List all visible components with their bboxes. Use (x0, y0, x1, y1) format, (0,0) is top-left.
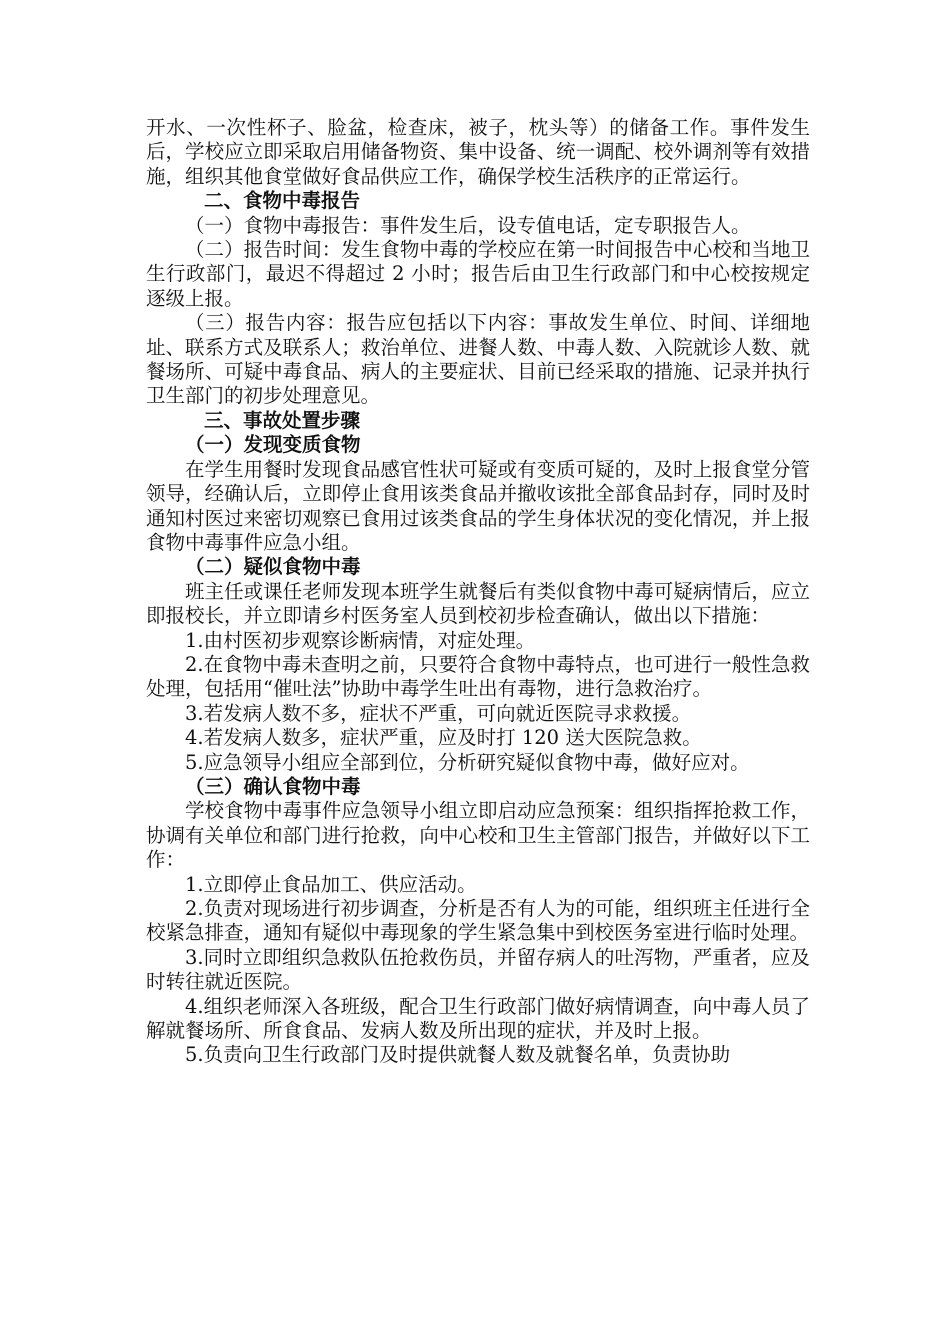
paragraph-preparation-continued: 开水、一次性杯子、脸盆，检查床，被子，枕头等）的储备工作。事件发生后，学校应立即采取启用储备物资、集中设备、统一调配、校外调剂等有效措施，组织其他食堂做好食品供应工作，确保学校生活秩序的正常运行。 (146, 116, 810, 188)
paragraph-report-setup: （一）食物中毒报告：事件发生后，设专值电话，定专职报告人。 (185, 213, 751, 237)
paragraph-confirmed-intro: 学校食物中毒事件应急领导小组立即启动应急预案：组织指挥抢救工作，协调有关单位和部门进行抢救，向中心校和卫生主管部门报告，并做好以下工作： (146, 799, 810, 872)
section-heading-report: 二、食物中毒报告 (204, 189, 361, 213)
subheading-confirmed-poisoning: （三）确认食物中毒 (185, 774, 361, 798)
list-item-confirmed-2: 2.负责对现场进行初步调查，分析是否有人为的可能，组织班主任进行全校紧急排查，通知有疑似中毒现象的学生紧急集中到校医务室进行临时处理。 (146, 897, 810, 945)
list-item-confirmed-5: 5.负责向卫生行政部门及时提供就餐人数及就餐名单，负责协助 (185, 1043, 731, 1067)
list-item-confirmed-3: 3.同时立即组织急救队伍抢救伤员，并留存病人的吐泻物，严重者，应及时转往就近医院。 (146, 945, 810, 994)
list-item-suspected-3: 3.若发病人数不多，症状不严重，可向就近医院寻求救援。 (185, 701, 692, 725)
document-page (146, 116, 810, 1068)
list-item-confirmed-4: 4.组织老师深入各班级，配合卫生行政部门做好病情调查，向中毒人员了解就餐场所、所食食品、发病人数及所出现的症状，并及时上报。 (146, 994, 810, 1043)
paragraph-report-content: （三）报告内容：报告应包括以下内容：事故发生单位、时间、详细地址、联系方式及联系人；救治单位、进餐人数、中毒人数、入院就诊人数、就餐场所、可疑中毒食品、病人的主要症状、目前已经采取的措施、记录并执行卫生部门的初步处理意见。 (146, 311, 810, 408)
paragraph-spoiled-food: 在学生用餐时发现食品感官性状可疑或有变质可疑的，及时上报食堂分管领导，经确认后，立即停止食用该类食品并撤收该批全部食品封存，同时及时通知村医过来密切观察已食用过该类食品的学生身体状况的变化情况，并上报食物中毒事件应急小组。 (146, 457, 810, 554)
list-item-suspected-1: 1.由村医初步观察诊断病情，对症处理。 (185, 628, 536, 652)
paragraph-report-time: （二）报告时间：发生食物中毒的学校应在第一时间报告中心校和当地卫生行政部门，最迟不得超过 2 小时；报告后由卫生行政部门和中心校按规定逐级上报。 (146, 238, 810, 310)
list-item-confirmed-1: 1.立即停止食品加工、供应活动。 (185, 872, 477, 896)
list-item-suspected-2: 2.在食物中毒未查明之前，只要符合食物中毒特点，也可进行一般性急救处理，包括用“催吐法”协助中毒学生吐出有毒物，进行急救治疗。 (146, 652, 810, 701)
paragraph-suspected-intro: 班主任或课任老师发现本班学生就餐后有类似食物中毒可疑病情后，应立即报校长，并立即请乡村医务室人员到校初步检查确认，做出以下措施： (146, 579, 810, 628)
list-item-suspected-5: 5.应急领导小组应全部到位，分析研究疑似食物中毒，做好应对。 (185, 750, 750, 774)
list-item-suspected-4: 4.若发病人数多，症状严重，应及时打 120 送大医院急救。 (185, 726, 702, 750)
section-heading-steps: 三、事故处置步骤 (204, 408, 361, 432)
subheading-spoiled-food: （一）发现变质食物 (185, 433, 361, 457)
subheading-suspected-poisoning: （二）疑似食物中毒 (185, 555, 361, 579)
